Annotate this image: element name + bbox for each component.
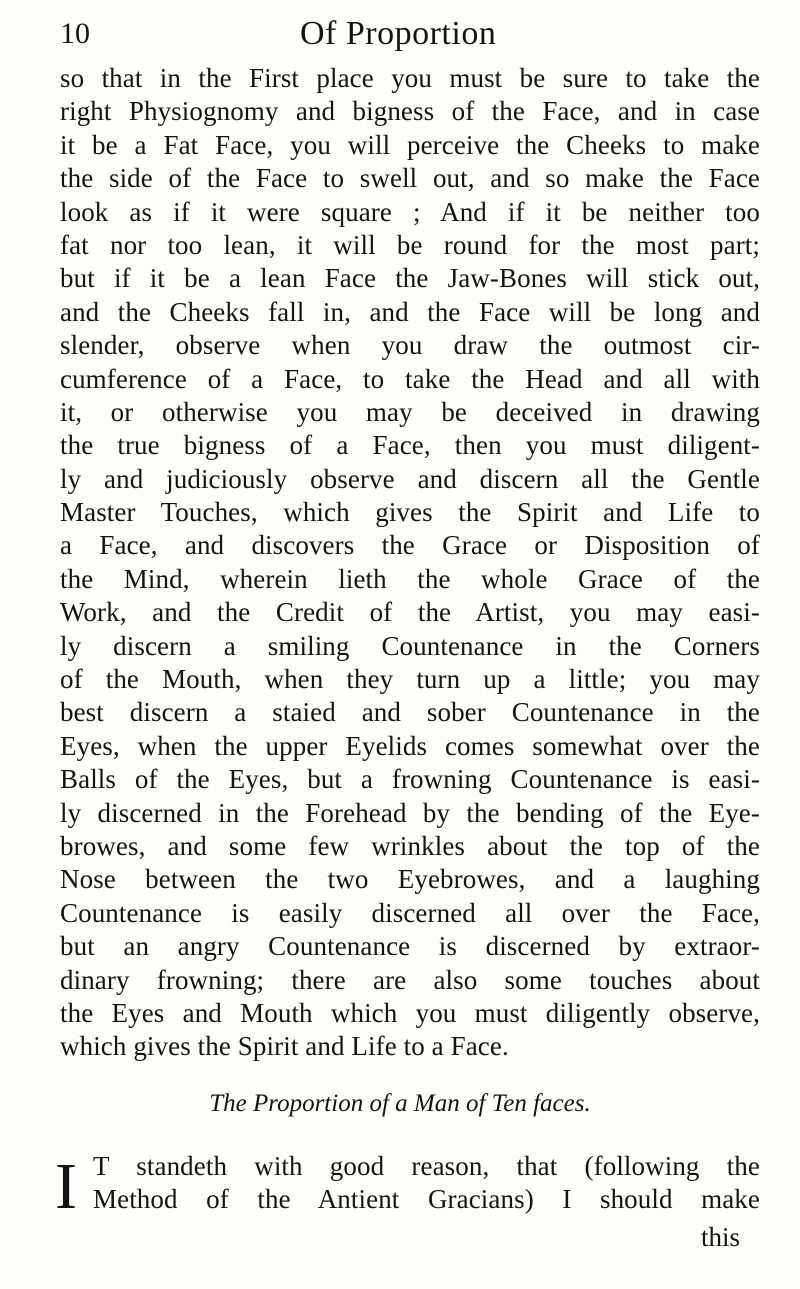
text-line: the Eyes and Mouth which you must diligently observe,	[60, 997, 760, 1028]
text-line: look as if it were square ; And if it be neither too	[60, 196, 760, 227]
text-line: a Face, and discovers the Grace or Disposition of	[60, 530, 760, 561]
text-line: ly discern a smiling Countenance in the Corners	[60, 630, 760, 661]
text-line: so that in the First place you must be sure to take the	[60, 63, 760, 93]
text-line: but an angry Countenance is discerned by extraor-	[60, 931, 760, 962]
text-line: the Mind, wherein lieth the whole Grace of the	[60, 563, 760, 594]
text-line: and the Cheeks fall in, and the Face will be long and	[60, 296, 760, 327]
text-line: ly discerned in the Forehead by the bending of the Eye-	[60, 797, 760, 828]
paragraph-2	[55, 1150, 760, 1223]
section-heading: The Proportion of a Man of Ten faces.	[209, 1090, 591, 1117]
text-line: Master Touches, which gives the Spirit and Life to	[60, 497, 760, 528]
text-line: dinary frowning; there are also some touches about	[60, 964, 760, 995]
text-line: fat nor too lean, it will be round for the most part;	[60, 229, 760, 260]
text-line: Eyes, when the upper Eyelids comes somewhat over the	[60, 730, 760, 761]
text-line: Method of the Antient Gracians) I should make	[93, 1184, 760, 1215]
text-line: of the Mouth, when they turn up a little; you may	[60, 664, 760, 695]
text-line: slender, observe when you draw the outmost cir-	[60, 330, 760, 361]
text-line: the true bigness of a Face, then you must diligent-	[60, 430, 760, 461]
text-line: Countenance is easily discerned all over the Face,	[60, 897, 760, 928]
text-line: right Physiognomy and bigness of the Face, and in case	[60, 96, 760, 127]
text-line: which gives the Spirit and Life to a Face.	[60, 1031, 509, 1062]
paragraph-1	[60, 62, 760, 1064]
text-line: Balls of the Eyes, but a frowning Countenance is easi-	[60, 764, 760, 795]
text-line: the side of the Face to swell out, and so make the Face	[60, 163, 760, 194]
text-line: it, or otherwise you may be deceived in drawing	[60, 396, 760, 427]
text-line: ly and judiciously observe and discern all the Gentle	[60, 463, 760, 494]
text-line: but if it be a lean Face the Jaw-Bones will stick out,	[60, 263, 760, 294]
text-line: it be a Fat Face, you will perceive the Cheeks to make	[60, 129, 760, 160]
text-line: cumference of a Face, to take the Head and all with	[60, 363, 760, 394]
paragraph-2-lines	[55, 1150, 760, 1217]
drop-cap: I	[55, 1150, 77, 1223]
text-line: Work, and the Credit of the Artist, you may easi-	[60, 597, 760, 628]
running-head: Of Proportion	[300, 15, 497, 52]
text-line: T standeth with good reason, that (following the	[93, 1151, 760, 1181]
page-number: 10	[60, 17, 90, 50]
text-line: Nose between the two Eyebrowes, and a laughing	[60, 864, 760, 895]
text-line: browes, and some few wrinkles about the top of the	[60, 830, 760, 861]
text-line: best discern a staied and sober Countenance in the	[60, 697, 760, 728]
catchword: this	[700, 1222, 740, 1252]
